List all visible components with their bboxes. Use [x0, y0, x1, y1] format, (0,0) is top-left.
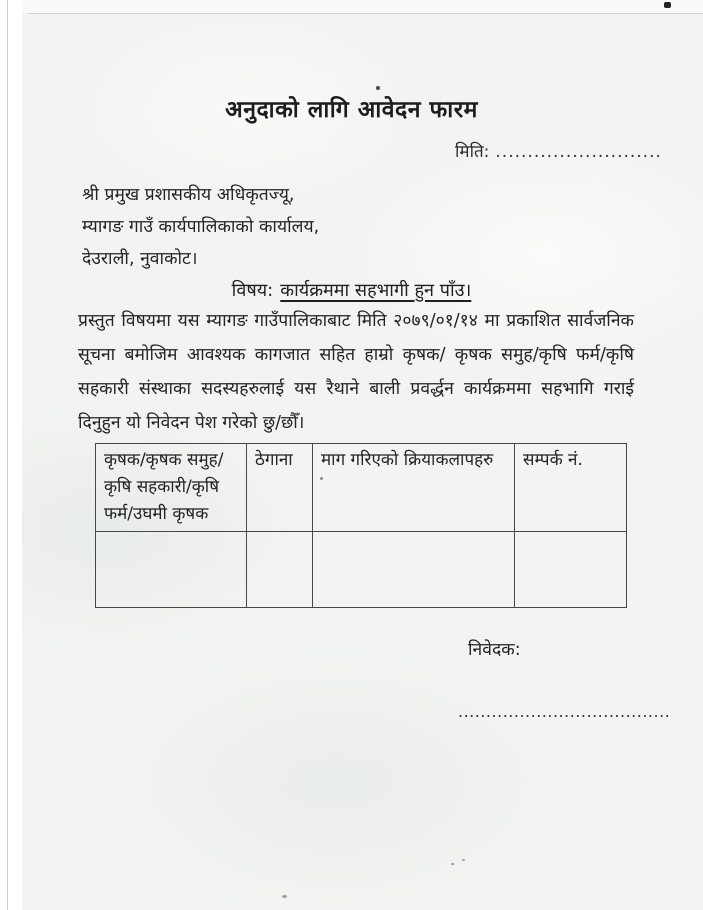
recipient-block: [82, 179, 319, 275]
recipient-line-office: म्यागङ गाउँ कार्यपालिकाको कार्यालय,: [82, 217, 320, 237]
table-empty-row: [96, 532, 627, 608]
table-header-row: [96, 444, 627, 532]
scan-left-edge-line: [7, 0, 8, 910]
scan-artifact-dot: [664, 2, 671, 8]
header-contact-number: सम्पर्क नं.: [515, 444, 627, 532]
header-address: ठेगाना: [247, 444, 313, 532]
recipient-line-officer: श्री प्रमुख प्रशासकीय अधिकृतज्यू,: [82, 185, 295, 205]
scan-top-margin: [22, 0, 703, 13]
scan-artifact-dot: [376, 86, 380, 90]
empty-cell-activities: [313, 532, 515, 608]
form-title: अनुदाको लागि आवेदन फारम: [225, 97, 478, 123]
scan-left-margin: [0, 0, 22, 910]
subject-text: कार्यक्रममा सहभागी हुन पाँउ।: [280, 280, 472, 301]
recipient-line-place: देउराली, नुवाकोट।: [82, 249, 198, 269]
application-table: [95, 443, 627, 608]
date-line: [455, 139, 662, 162]
scan-artifact-dot: [451, 863, 454, 865]
date-label: मिति:: [455, 142, 490, 162]
applicant-label: निवेदक:: [468, 640, 521, 660]
scan-top-edge-line: [28, 13, 703, 14]
scan-artifact-dot: [462, 859, 465, 861]
body-paragraph: प्रस्तुत विषयमा यस म्यागङ गाउँपालिकाबाट मिति २०७९/०१/१४ मा प्रकाशित सार्वजनिक सूचना बमोजिम आवश्यक कागजात सहित हाम्रो कृषक/ कृषक समुह/कृषि फर्म/कृषि सहकारी संस्थाका सदस्यहरुलाई यस रैथाने बाली प्रवर्द्धन कार्यक्रममा सहभागि गराई दिनुहुन यो निवेदन पेश गरेको छु/छौँ।: [78, 311, 634, 433]
header-requested-activities: माग गरिएको क्रियाकलापहरु: [313, 444, 515, 532]
subject-line: [0, 278, 703, 302]
empty-cell-applicant-type: [96, 532, 247, 608]
header-applicant-type: कृषक/कृषक समुह/कृषि सहकारी/कृषि फर्म/उघमी कृषक: [96, 444, 247, 532]
empty-cell-address: [247, 532, 313, 608]
date-dotted-blank: ..........................: [495, 142, 662, 162]
scan-artifact-dot: [282, 895, 287, 898]
empty-cell-contact: [515, 532, 627, 608]
scan-artifact-dot: [320, 477, 323, 480]
signature-dotted-line: ......................................: [458, 702, 671, 721]
subject-label: विषय:: [231, 280, 274, 301]
